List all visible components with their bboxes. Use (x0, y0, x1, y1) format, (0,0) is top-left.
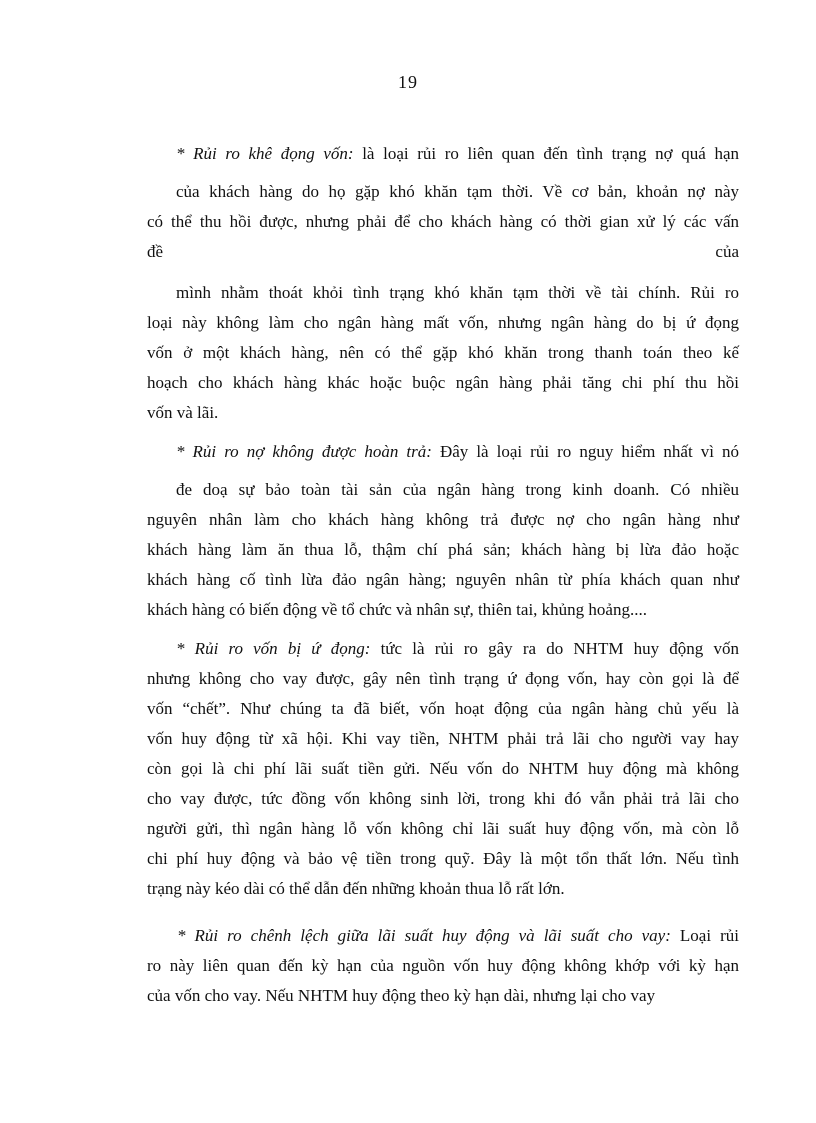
paragraph-line: vốn ở một khách hàng, nên có thể gặp khó khăn trong thanh toán theo kế (147, 343, 739, 362)
term-label: * Rủi ro chênh lệch giữa lãi suất huy động và lãi suất cho vay: (177, 926, 671, 945)
paragraph-line: còn gọi là chi phí lãi suất tiền gửi. Nếu vốn do NHTM huy động mà không (147, 759, 739, 778)
paragraph-line (176, 143, 739, 165)
paragraph-line: loại này không làm cho ngân hàng mất vốn, nhưng ngân hàng do bị ứ đọng (147, 313, 739, 332)
paragraph-line: ro này liên quan đến kỳ hạn của nguồn vốn huy động không khớp với kỳ hạn (147, 956, 739, 975)
paragraph-line: chi phí huy động và bảo vệ tiền trong quỹ. Đây là một tổn thất lớn. Nếu tình (147, 849, 739, 868)
paragraph-line: nguyên nhân làm cho khách hàng không trả được nợ cho ngân hàng như (147, 510, 739, 529)
paragraph-line: vốn và lãi. (147, 403, 219, 422)
paragraph-text: Đây là loại rủi ro nguy hiểm nhất vì nó (431, 442, 739, 461)
paragraph-text: tức là rủi ro gây ra do NHTM huy động vốn (370, 639, 739, 658)
paragraph-line: cho vay được, tức đồng vốn không sinh lời, trong khi đó vẫn phải trả lãi cho (147, 789, 739, 808)
paragraph-line: của vốn cho vay. Nếu NHTM huy động theo kỳ hạn dài, nhưng lại cho vay (147, 986, 656, 1005)
paragraph-line: mình nhằm thoát khỏi tình trạng khó khăn tạm thời về tài chính. Rủi ro (176, 283, 739, 302)
paragraph-text: của (715, 242, 739, 261)
paragraph-text: Loại rủi (670, 926, 739, 945)
paragraph-line: đe doạ sự bảo toàn tài sản của ngân hàng trong kinh doanh. Có nhiều (176, 480, 739, 499)
paragraph-line (176, 638, 739, 660)
paragraph-line: trạng này kéo dài có thể dẫn đến những khoản thua lỗ rất lớn. (147, 879, 565, 898)
term-label: * Rủi ro nợ không được hoàn trả: (176, 442, 432, 461)
paragraph-line: khách hàng cố tình lừa đảo ngân hàng; nguyên nhân từ phía khách quan như (147, 570, 739, 589)
term-label: * Rủi ro vốn bị ứ đọng: (176, 639, 371, 658)
page-number: 19 (398, 72, 418, 92)
paragraph-line: hoạch cho khách hàng khác hoặc buộc ngân hàng phải tăng chi phí thu hồi (147, 373, 739, 392)
paragraph-line: vốn “chết”. Như chúng ta đã biết, vốn hoạt động của ngân hàng chủ yếu là (147, 699, 739, 718)
paragraph-line: người gửi, thì ngân hàng lỗ vốn không chỉ lãi suất huy động vốn, mà còn lỗ (147, 819, 739, 838)
paragraph-line (177, 925, 739, 947)
paragraph-text: đề (147, 242, 164, 261)
paragraph-line: có thể thu hồi được, nhưng phải để cho khách hàng có thời gian xử lý các vấn (147, 212, 739, 231)
paragraph-line: khách hàng có biến động về tổ chức và nhân sự, thiên tai, khủng hoảng.... (147, 600, 647, 619)
paragraph-line (147, 241, 739, 263)
paragraph-text: là loại rủi ro liên quan đến tình trạng nợ quá hạn (353, 144, 739, 163)
paragraph-line: nhưng không cho vay được, gây nên tình trạng ứ đọng vốn, hay còn gọi là để (147, 669, 739, 688)
term-label: * Rủi ro khê đọng vốn: (176, 144, 354, 163)
paragraph-line: vốn huy động từ xã hội. Khi vay tiền, NHTM phải trả lãi cho người vay hay (147, 729, 739, 748)
paragraph-line: khách hàng làm ăn thua lỗ, thậm chí phá sản; khách hàng bị lừa đảo hoặc (147, 540, 739, 559)
paragraph-line: của khách hàng do họ gặp khó khăn tạm thời. Về cơ bản, khoản nợ này (176, 182, 739, 201)
paragraph-line (176, 441, 739, 463)
